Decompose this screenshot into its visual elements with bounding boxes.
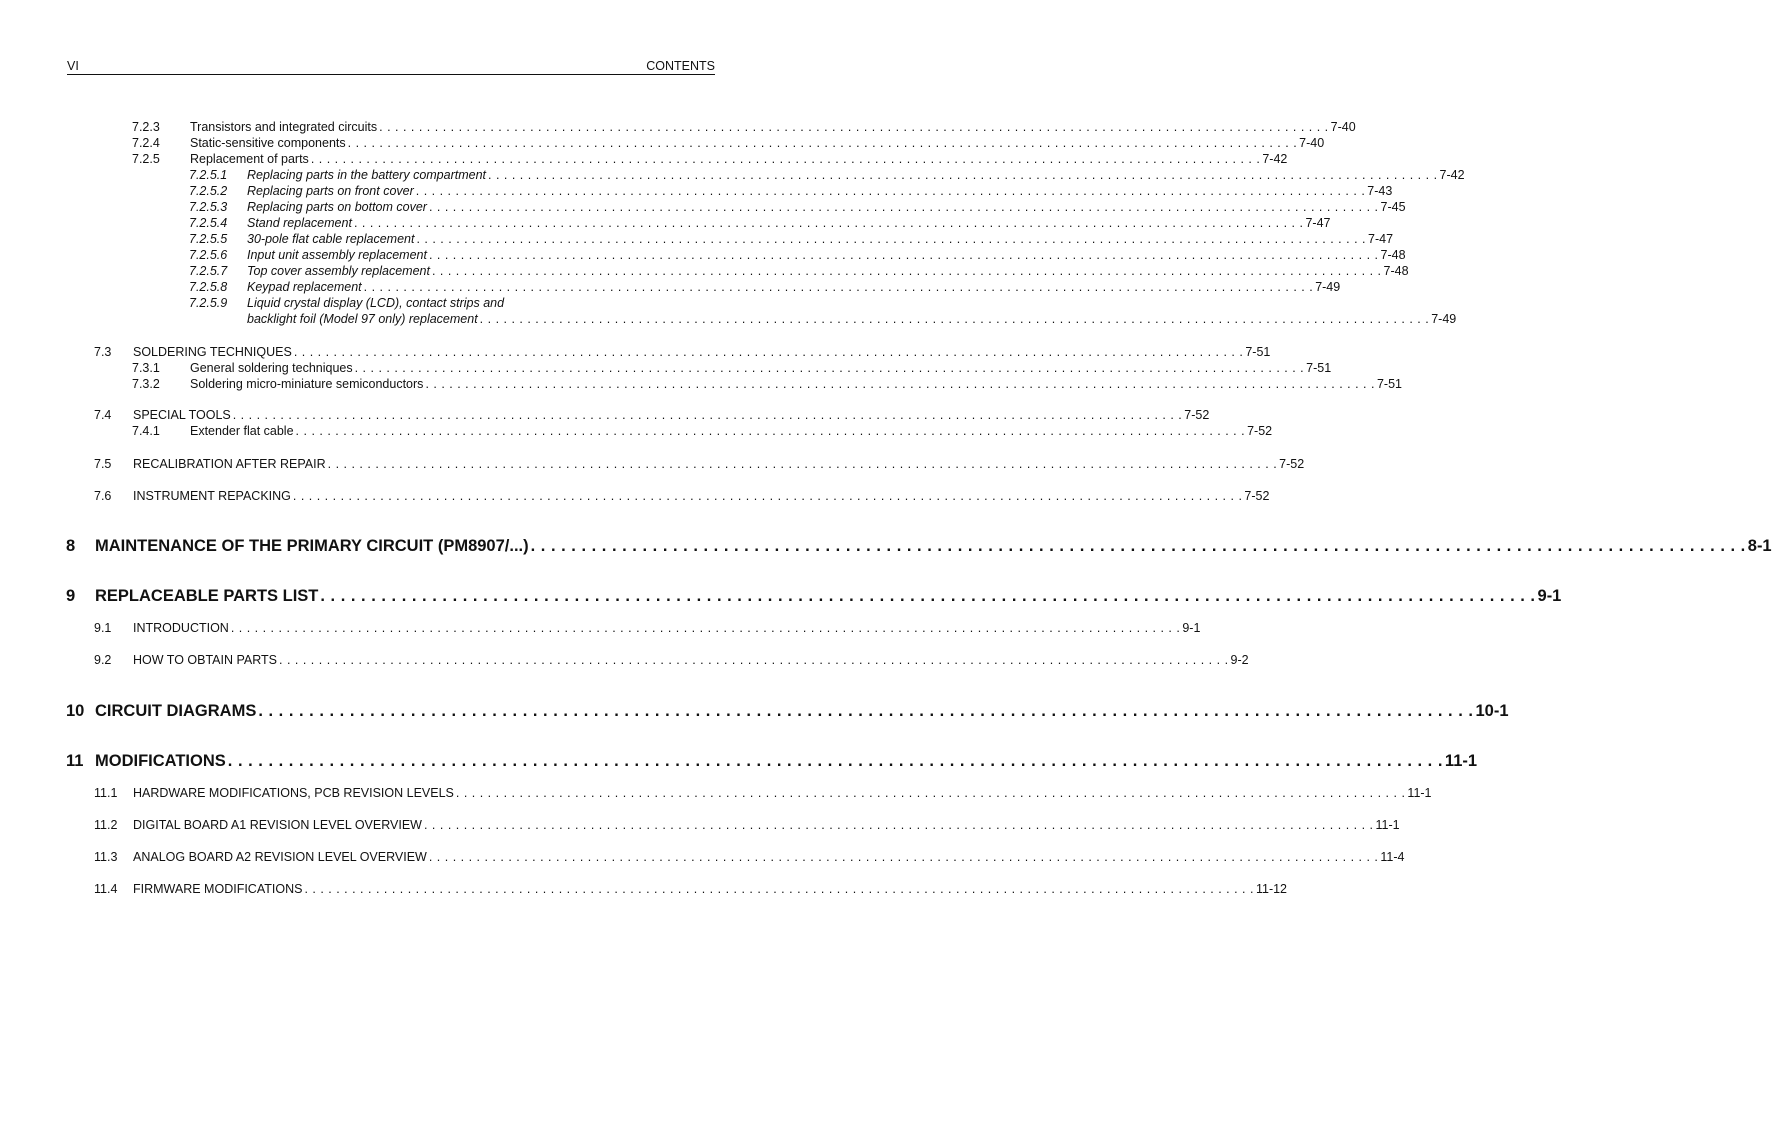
toc-entry[interactable] xyxy=(189,184,1393,199)
leader-dots: . . . . . . . . . . . . . . . . . . . . . . . . . . . . . . . . . . . . . . . . . . . . . . . . . . . . . . . . . . . . . . . . . . . . . . . . . . . . . . . . . . . . . . . . . . . . . . . . . . . . . . . . . . . . . . . . . . . . . . . . xyxy=(279,653,1229,667)
toc-entry-page: 7-42 xyxy=(1262,152,1288,166)
leader-dots: . . . . . . . . . . . . . . . . . . . . . . . . . . . . . . . . . . . . . . . . . . . . . . . . . . . . . . . . . . . . . . . . . . . . . . . . . . . . . . . . . . . . . . . . . . . . . . . . . . . . . . . . . . . . . . . . . . . . . . . . xyxy=(327,457,1278,471)
toc-entry-title: Static-sensitive components xyxy=(190,136,346,150)
leader-dots: . . . . . . . . . . . . . . . . . . . . . . . . . . . . . . . . . . . . . . . . . . . . . . . . . . . . . . . . . . . . . . . . . . . . . . . . . . . . . . . . . . . . . . . . . . . . . . . . . . . . . . . . . . . . . . . . . . . . . . . . xyxy=(292,489,1243,503)
leader-dots: . . . . . . . . . . . . . . . . . . . . . . . . . . . . . . . . . . . . . . . . . . . . . . . . . . . . . . . . . . . . . . . . . . . . . . . . . . . . . . . . . . . . . . . . . . . . . . . . . . . . . . . . . . . . . . . . . . . . . . . . xyxy=(347,136,1298,150)
toc-entry-number: 7.3.2 xyxy=(132,377,160,391)
toc-entry-number: 7.2.5.5 xyxy=(189,232,228,246)
leader-dots: . . . . . . . . . . . . . . . . . . . . . . . . . . . . . . . . . . . . . . . . . . . . . . . . . . . . . . . . . . . . . . . . . . . . . . . . . . . . . . . . . . . . . . . . . . . . . . . . . . . . . . . . . . . . . . . . . . . . . . . . xyxy=(232,408,1183,422)
toc-entry-page: 7-51 xyxy=(1245,345,1271,359)
leader-dots: . . . . . . . . . . . . . . . . . . . . . . . . . . . . . . . . . . . . . . . . . . . . . . . . . . . . . . . . . . . . . . . . . . . . . . . . . . . . . . . . . . . . . . . . . . . . . . . . . . . . . . . . . . . . . . . . . . . . . . . . xyxy=(455,786,1406,800)
toc-entry-title: Top cover assembly replacement xyxy=(247,264,430,278)
leader-dots: . . . . . . . . . . . . . . . . . . . . . . . . . . . . . . . . . . . . . . . . . . . . . . . . . . . . . . . . . . . . . . . . . . . . . . . . . . . . . . . . . . . . . . . . . . . . . . . . . . . . . . . . . . . . . . . . . . . . . . . . xyxy=(530,537,1746,555)
toc-entry-title: SPECIAL TOOLS xyxy=(133,408,231,422)
toc-entry[interactable] xyxy=(94,457,1305,472)
toc-chapter-number: 11 xyxy=(66,752,84,770)
toc-entry-title: Stand replacement xyxy=(247,216,352,230)
toc-entry-title: SOLDERING TECHNIQUES xyxy=(133,345,292,359)
toc-entry-title: Soldering micro-miniature semiconductors xyxy=(190,377,424,391)
leader-dots: . . . . . . . . . . . . . . . . . . . . . . . . . . . . . . . . . . . . . . . . . . . . . . . . . . . . . . . . . . . . . . . . . . . . . . . . . . . . . . . . . . . . . . . . . . . . . . . . . . . . . . . . . . . . . . . . . . . . . . . . xyxy=(428,248,1379,262)
toc-entry-number: 7.2.5.6 xyxy=(189,248,228,262)
toc-entry-number: 7.2.5.8 xyxy=(189,280,228,294)
header-rule xyxy=(67,74,715,75)
toc-entry-number: 9.1 xyxy=(94,621,112,635)
toc-entry-title: HARDWARE MODIFICATIONS, PCB REVISION LEVELS xyxy=(133,786,454,800)
toc-entry[interactable] xyxy=(189,168,1465,183)
toc-entry-page: 7-40 xyxy=(1299,136,1325,150)
header-title: CONTENTS xyxy=(646,59,715,73)
toc-entry-title: DIGITAL BOARD A1 REVISION LEVEL OVERVIEW xyxy=(133,818,422,832)
toc-entry-page: 7-52 xyxy=(1247,424,1273,438)
toc-entry[interactable] xyxy=(94,408,1210,423)
toc-entry[interactable] xyxy=(132,152,1288,167)
toc-entry[interactable] xyxy=(189,200,1406,215)
toc-entry-title: Extender flat cable xyxy=(190,424,294,438)
toc-entry-title: Replacing parts in the battery compartment xyxy=(247,168,487,182)
toc-entry-number: 7.3 xyxy=(94,345,112,359)
toc-entry-title: INTRODUCTION xyxy=(133,621,229,635)
toc-entry-title: Liquid crystal display (LCD), contact strips and xyxy=(247,296,505,310)
toc-entry-page: 7-51 xyxy=(1306,361,1332,375)
toc-chapter[interactable] xyxy=(66,536,1772,556)
toc-entry-page: 7-52 xyxy=(1279,457,1305,471)
toc-entry-continuation[interactable] xyxy=(247,312,1457,327)
toc-chapter[interactable] xyxy=(66,586,1562,606)
toc-entry-number: 7.2.5.4 xyxy=(189,216,228,230)
toc-chapter-title: MAINTENANCE OF THE PRIMARY CIRCUIT (PM8907/...) xyxy=(95,537,529,555)
toc-entry-title: Replacing parts on front cover xyxy=(247,184,414,198)
toc-entry-page: 7-42 xyxy=(1439,168,1465,182)
toc-chapter-title: MODIFICATIONS xyxy=(95,752,226,770)
toc-entry-page: 9-1 xyxy=(1182,621,1201,635)
toc-entry-number: 7.4.1 xyxy=(132,424,160,438)
header-section-number: VI xyxy=(67,59,79,73)
leader-dots: . . . . . . . . . . . . . . . . . . . . . . . . . . . . . . . . . . . . . . . . . . . . . . . . . . . . . . . . . . . . . . . . . . . . . . . . . . . . . . . . . . . . . . . . . . . . . . . . . . . . . . . . . . . . . . . . . . . . . . . . xyxy=(415,184,1366,198)
leader-dots: . . . . . . . . . . . . . . . . . . . . . . . . . . . . . . . . . . . . . . . . . . . . . . . . . . . . . . . . . . . . . . . . . . . . . . . . . . . . . . . . . . . . . . . . . . . . . . . . . . . . . . . . . . . . . . . . . . . . . . . . xyxy=(416,232,1366,246)
toc-entry-number: 11.1 xyxy=(94,786,118,800)
toc-entry[interactable] xyxy=(132,361,1332,376)
toc-entry-number: 7.5 xyxy=(94,457,112,471)
toc-entry[interactable] xyxy=(132,377,1402,392)
toc-entry-title: FIRMWARE MODIFICATIONS xyxy=(133,882,303,896)
toc-entry[interactable] xyxy=(94,653,1249,668)
toc-entry-number: 7.4 xyxy=(94,408,112,422)
toc-entry-number: 7.2.5.9 xyxy=(189,296,228,310)
toc-chapter[interactable] xyxy=(66,701,1509,721)
toc-entry-number: 7.3.1 xyxy=(132,361,160,375)
toc-entry-page: 7-52 xyxy=(1244,489,1270,503)
toc-entry-title: RECALIBRATION AFTER REPAIR xyxy=(133,457,326,471)
toc-entry[interactable] xyxy=(94,489,1270,504)
leader-dots: . . . . . . . . . . . . . . . . . . . . . . . . . . . . . . . . . . . . . . . . . . . . . . . . . . . . . . . . . . . . . . . . . . . . . . . . . . . . . . . . . . . . . . . . . . . . . . . . . . . . . . . . . . . . . . . . . . . . . . . . xyxy=(423,818,1374,832)
leader-dots: . . . . . . . . . . . . . . . . . . . . . . . . . . . . . . . . . . . . . . . . . . . . . . . . . . . . . . . . . . . . . . . . . . . . . . . . . . . . . . . . . . . . . . . . . . . . . . . . . . . . . . . . . . . . . . . . . . . . . . . . xyxy=(425,377,1375,391)
toc-entry-number: 7.6 xyxy=(94,489,112,503)
toc-entry-page: 7-52 xyxy=(1184,408,1210,422)
toc-entry-number: 7.2.5.1 xyxy=(189,168,228,182)
toc-chapter-number: 10 xyxy=(66,702,85,720)
leader-dots: . . . . . . . . . . . . . . . . . . . . . . . . . . . . . . . . . . . . . . . . . . . . . . . . . . . . . . . . . . . . . . . . . . . . . . . . . . . . . . . . . . . . . . . . . . . . . . . . . . . . . . . . . . . . . . . . . . . . . . . . xyxy=(258,702,1474,720)
leader-dots: . . . . . . . . . . . . . . . . . . . . . . . . . . . . . . . . . . . . . . . . . . . . . . . . . . . . . . . . . . . . . . . . . . . . . . . . . . . . . . . . . . . . . . . . . . . . . . . . . . . . . . . . . . . . . . . . . . . . . . . . xyxy=(488,168,1438,182)
toc-entry[interactable] xyxy=(94,850,1405,865)
leader-dots: . . . . . . . . . . . . . . . . . . . . . . . . . . . . . . . . . . . . . . . . . . . . . . . . . . . . . . . . . . . . . . . . . . . . . . . . . . . . . . . . . . . . . . . . . . . . . . . . . . . . . . . . . . . . . . . . . . . . . . . . xyxy=(304,882,1254,896)
toc-entry-page: 7-48 xyxy=(1380,248,1406,262)
toc-entry[interactable] xyxy=(132,136,1325,151)
toc-chapter-title: CIRCUIT DIAGRAMS xyxy=(95,702,257,720)
toc-entry-title: Keypad replacement xyxy=(247,280,362,294)
toc-chapter-number: 8 xyxy=(66,537,76,555)
toc-entry[interactable] xyxy=(132,424,1273,439)
toc-chapter-page: 9-1 xyxy=(1537,587,1562,605)
toc-entry-page: 11-1 xyxy=(1407,786,1432,800)
toc-entry-page: 7-49 xyxy=(1431,312,1457,326)
toc-entry-title: INSTRUMENT REPACKING xyxy=(133,489,291,503)
toc-entry-page: 7-45 xyxy=(1380,200,1406,214)
toc-chapter-title: REPLACEABLE PARTS LIST xyxy=(95,587,319,605)
toc-entry-page: 7-40 xyxy=(1330,120,1356,134)
toc-entry[interactable] xyxy=(94,786,1432,801)
leader-dots: . . . . . . . . . . . . . . . . . . . . . . . . . . . . . . . . . . . . . . . . . . . . . . . . . . . . . . . . . . . . . . . . . . . . . . . . . . . . . . . . . . . . . . . . . . . . . . . . . . . . . . . . . . . . . . . . . . . . . . . . xyxy=(379,120,1329,134)
leader-dots: . . . . . . . . . . . . . . . . . . . . . . . . . . . . . . . . . . . . . . . . . . . . . . . . . . . . . . . . . . . . . . . . . . . . . . . . . . . . . . . . . . . . . . . . . . . . . . . . . . . . . . . . . . . . . . . . . . . . . . . . xyxy=(230,621,1181,635)
leader-dots: . . . . . . . . . . . . . . . . . . . . . . . . . . . . . . . . . . . . . . . . . . . . . . . . . . . . . . . . . . . . . . . . . . . . . . . . . . . . . . . . . . . . . . . . . . . . . . . . . . . . . . . . . . . . . . . . . . . . . . . . xyxy=(320,587,1536,605)
toc-entry-number: 7.2.5 xyxy=(132,152,160,166)
toc-entry-page: 11-1 xyxy=(1375,818,1400,832)
toc-entry[interactable] xyxy=(94,345,1271,360)
toc-entry[interactable] xyxy=(189,296,715,311)
toc-entry[interactable] xyxy=(189,248,1406,263)
toc-entry[interactable] xyxy=(189,232,1394,247)
toc-entry-number: 11.2 xyxy=(94,818,118,832)
toc-entry-number: 7.2.5.3 xyxy=(189,200,228,214)
leader-dots: . . . . . . . . . . . . . . . . . . . . . . . . . . . . . . . . . . . . . . . . . . . . . . . . . . . . . . . . . . . . . . . . . . . . . . . . . . . . . . . . . . . . . . . . . . . . . . . . . . . . . . . . . . . . . . . . . . . . . . . . xyxy=(295,424,1246,438)
toc-entry[interactable] xyxy=(94,621,1201,636)
toc-entry-title: Replacement of parts xyxy=(190,152,309,166)
toc-entry-number: 7.2.5.2 xyxy=(189,184,228,198)
toc-entry-page: 7-51 xyxy=(1376,377,1402,391)
leader-dots: . . . . . . . . . . . . . . . . . . . . . . . . . . . . . . . . . . . . . . . . . . . . . . . . . . . . . . . . . . . . . . . . . . . . . . . . . . . . . . . . . . . . . . . . . . . . . . . . . . . . . . . . . . . . . . . . . . . . . . . . xyxy=(479,312,1430,326)
toc-entry[interactable] xyxy=(189,280,1341,295)
toc-entry-title: Replacing parts on bottom cover xyxy=(247,200,427,214)
leader-dots: . . . . . . . . . . . . . . . . . . . . . . . . . . . . . . . . . . . . . . . . . . . . . . . . . . . . . . . . . . . . . . . . . . . . . . . . . . . . . . . . . . . . . . . . . . . . . . . . . . . . . . . . . . . . . . . . . . . . . . . . xyxy=(428,850,1379,864)
toc-entry-title: ANALOG BOARD A2 REVISION LEVEL OVERVIEW xyxy=(133,850,427,864)
toc-entry-title: General soldering techniques xyxy=(190,361,353,375)
toc-entry-title: HOW TO OBTAIN PARTS xyxy=(133,653,278,667)
toc-entry-title: backlight foil (Model 97 only) replacement xyxy=(247,312,478,326)
toc-entry[interactable] xyxy=(94,882,1288,897)
toc-entry-page: 7-48 xyxy=(1383,264,1409,278)
toc-entry-number: 11.4 xyxy=(94,882,118,896)
toc-entry-title: Input unit assembly replacement xyxy=(247,248,427,262)
toc-entry-page: 9-2 xyxy=(1230,653,1249,667)
toc-entry-page: 7-47 xyxy=(1368,232,1394,246)
toc-chapter-page: 8-1 xyxy=(1747,537,1772,555)
toc-entry[interactable] xyxy=(189,216,1331,231)
leader-dots: . . . . . . . . . . . . . . . . . . . . . . . . . . . . . . . . . . . . . . . . . . . . . . . . . . . . . . . . . . . . . . . . . . . . . . . . . . . . . . . . . . . . . . . . . . . . . . . . . . . . . . . . . . . . . . . . . . . . . . . . xyxy=(227,752,1443,770)
toc-chapter-number: 9 xyxy=(66,587,76,605)
toc-entry-number: 9.2 xyxy=(94,653,112,667)
toc-entry-number: 11.3 xyxy=(94,850,118,864)
toc-entry-page: 7-47 xyxy=(1305,216,1331,230)
leader-dots: . . . . . . . . . . . . . . . . . . . . . . . . . . . . . . . . . . . . . . . . . . . . . . . . . . . . . . . . . . . . . . . . . . . . . . . . . . . . . . . . . . . . . . . . . . . . . . . . . . . . . . . . . . . . . . . . . . . . . . . . xyxy=(353,216,1304,230)
toc-entry[interactable] xyxy=(94,818,1400,833)
toc-entry[interactable] xyxy=(132,120,1356,135)
leader-dots: . . . . . . . . . . . . . . . . . . . . . . . . . . . . . . . . . . . . . . . . . . . . . . . . . . . . . . . . . . . . . . . . . . . . . . . . . . . . . . . . . . . . . . . . . . . . . . . . . . . . . . . . . . . . . . . . . . . . . . . . xyxy=(428,200,1379,214)
toc-entry-page: 7-43 xyxy=(1367,184,1393,198)
toc-entry-page: 7-49 xyxy=(1315,280,1341,294)
leader-dots: . . . . . . . . . . . . . . . . . . . . . . . . . . . . . . . . . . . . . . . . . . . . . . . . . . . . . . . . . . . . . . . . . . . . . . . . . . . . . . . . . . . . . . . . . . . . . . . . . . . . . . . . . . . . . . . . . . . . . . . . xyxy=(310,152,1261,166)
toc-entry[interactable] xyxy=(189,264,1409,279)
toc-entry-page: 11-4 xyxy=(1380,850,1405,864)
toc-entry-title: 30-pole flat cable replacement xyxy=(247,232,415,246)
toc-chapter[interactable] xyxy=(66,751,1478,771)
toc-entry-number: 7.2.4 xyxy=(132,136,160,150)
leader-dots: . . . . . . . . . . . . . . . . . . . . . . . . . . . . . . . . . . . . . . . . . . . . . . . . . . . . . . . . . . . . . . . . . . . . . . . . . . . . . . . . . . . . . . . . . . . . . . . . . . . . . . . . . . . . . . . . . . . . . . . . xyxy=(363,280,1314,294)
toc-chapter-page: 11-1 xyxy=(1444,752,1478,770)
toc-chapter-page: 10-1 xyxy=(1475,702,1509,720)
leader-dots: . . . . . . . . . . . . . . . . . . . . . . . . . . . . . . . . . . . . . . . . . . . . . . . . . . . . . . . . . . . . . . . . . . . . . . . . . . . . . . . . . . . . . . . . . . . . . . . . . . . . . . . . . . . . . . . . . . . . . . . . xyxy=(354,361,1305,375)
leader-dots: . . . . . . . . . . . . . . . . . . . . . . . . . . . . . . . . . . . . . . . . . . . . . . . . . . . . . . . . . . . . . . . . . . . . . . . . . . . . . . . . . . . . . . . . . . . . . . . . . . . . . . . . . . . . . . . . . . . . . . . . xyxy=(293,345,1244,359)
toc-entry-page: 11-12 xyxy=(1255,882,1288,896)
leader-dots: . . . . . . . . . . . . . . . . . . . . . . . . . . . . . . . . . . . . . . . . . . . . . . . . . . . . . . . . . . . . . . . . . . . . . . . . . . . . . . . . . . . . . . . . . . . . . . . . . . . . . . . . . . . . . . . . . . . . . . . . xyxy=(431,264,1382,278)
toc-entry-title: Transistors and integrated circuits xyxy=(190,120,378,134)
toc-entry-number: 7.2.3 xyxy=(132,120,160,134)
toc-entry-number: 7.2.5.7 xyxy=(189,264,228,278)
